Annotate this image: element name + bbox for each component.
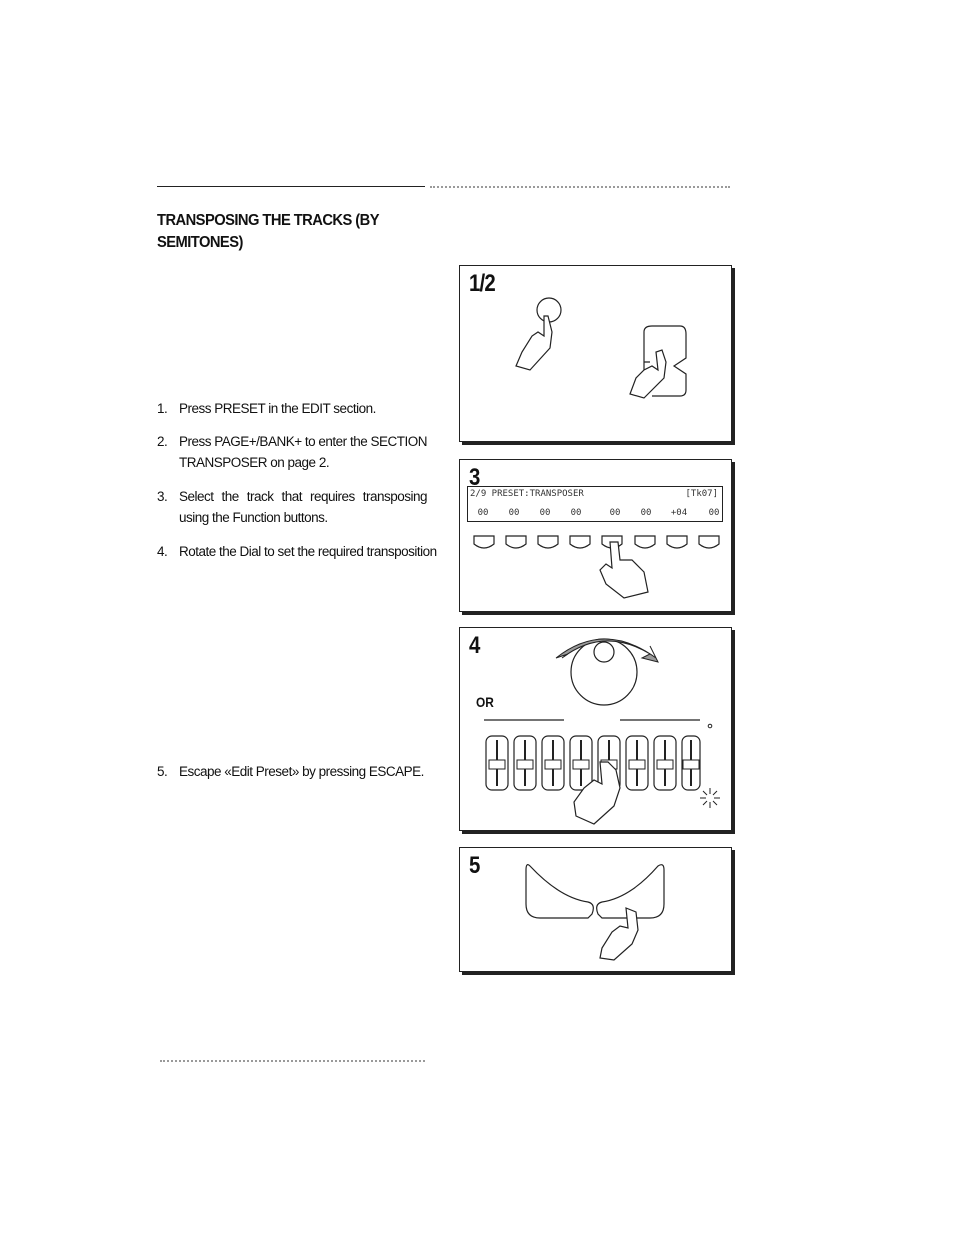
panel-label: 4 (469, 632, 480, 659)
lcd-value: 00 (508, 508, 520, 518)
lcd-value: 00 (477, 508, 489, 518)
function-button-2-icon (506, 536, 526, 548)
step-number: 4. (157, 544, 168, 559)
step-number: 1. (157, 401, 168, 416)
lcd-value: 00 (570, 508, 582, 518)
function-button-7-icon (667, 536, 687, 548)
pointing-hand-icon (630, 350, 666, 398)
function-button-4-icon (570, 536, 590, 548)
lcd-track-indicator: [Tk07] (685, 489, 718, 499)
function-button-3-icon (538, 536, 558, 548)
step-number: 3. (157, 489, 168, 504)
panel-label: 1/2 (469, 270, 495, 297)
figure-panel-5 (459, 847, 732, 972)
lcd-value: 00 (609, 508, 621, 518)
or-label: OR (476, 694, 494, 710)
lcd-value: 00 (539, 508, 551, 518)
lcd-page-title: 2/9 PRESET:TRANSPOSER (470, 489, 584, 499)
step-text: Press PRESET in the EDIT section. (179, 401, 376, 416)
function-button-8-icon (699, 536, 719, 548)
step-number: 2. (157, 434, 168, 449)
step-text: Escape «Edit Preset» by pressing ESCAPE. (179, 764, 424, 779)
step-number: 5. (157, 764, 168, 779)
panel-5-illustration (460, 848, 731, 971)
figure-panel-4 (459, 627, 732, 831)
panel-label: 5 (469, 852, 480, 879)
figure-panel-3 (459, 459, 732, 612)
lcd-value: 00 (640, 508, 652, 518)
function-button-1-icon (474, 536, 494, 548)
function-buttons (474, 536, 719, 548)
panel-1-2-illustration (460, 266, 731, 441)
footer-dotted-rule (160, 1060, 425, 1062)
function-button-6-icon (635, 536, 655, 548)
pointing-hand-icon (600, 542, 648, 598)
header-rule (157, 186, 425, 187)
lcd-value: +04 (670, 508, 688, 518)
step-text: Press PAGE+/BANK+ to enter the SECTION TRANSPOSER on page 2. (179, 434, 427, 470)
slider-knobs (489, 760, 699, 769)
escape-button-left-icon (526, 865, 593, 918)
lcd-value: 00 (708, 508, 720, 518)
panel-label: 3 (469, 464, 480, 491)
blink-star-icon (700, 788, 720, 808)
step-text: Select the track that requires transposing using the Function buttons. (179, 489, 427, 525)
pointing-hand-icon (516, 316, 552, 370)
led-icon (708, 724, 712, 728)
page-title: TRANSPOSING THE TRACKS (BY SEMITONES) (157, 212, 379, 251)
header-dotted-rule (430, 186, 730, 188)
figure-panel-1-2 (459, 265, 732, 442)
step-text: Rotate the Dial to set the required transposition (179, 544, 437, 559)
panel-4-illustration (460, 628, 731, 830)
panel-3-illustration (460, 460, 731, 611)
